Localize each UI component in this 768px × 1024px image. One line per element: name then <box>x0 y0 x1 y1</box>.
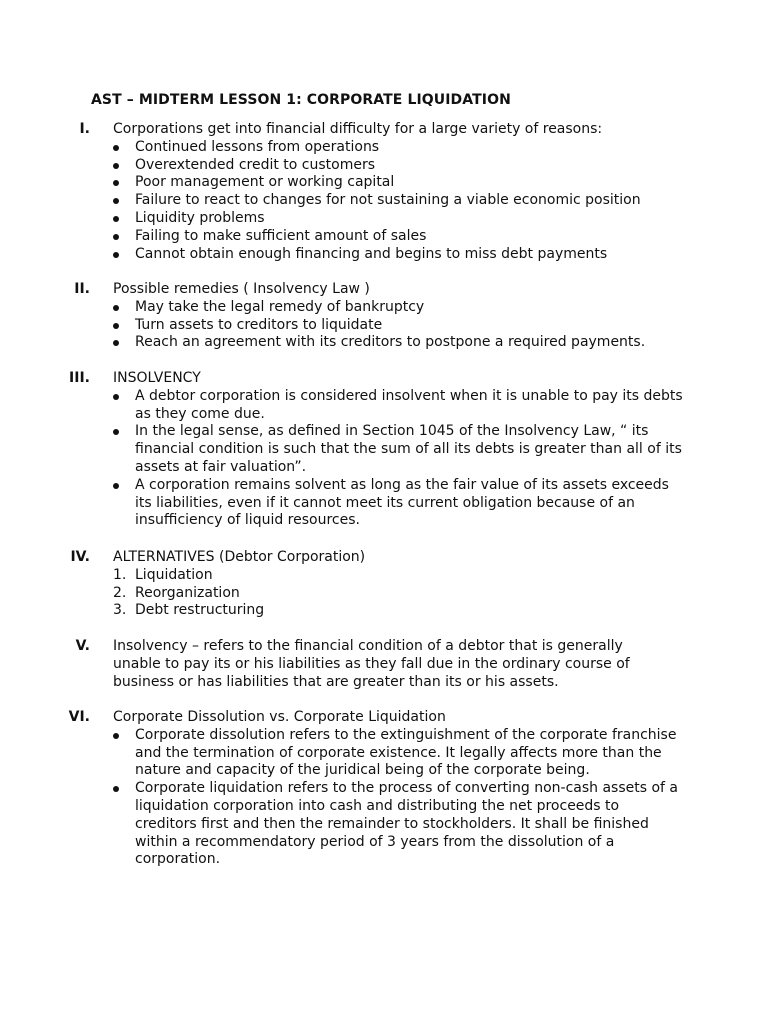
section-numeral: VI. <box>68 709 90 725</box>
list-item: 3. Debt restructuring <box>113 602 265 619</box>
section-numeral: IV. <box>70 549 90 565</box>
list-item: Overextended credit to customers <box>135 156 376 173</box>
list-number: 1. <box>113 566 127 583</box>
section-heading: Possible remedies ( Insolvency Law ) <box>113 281 370 297</box>
list-item: May take the legal remedy of bankruptcy <box>135 298 425 315</box>
list-item: 1. Liquidation <box>113 566 213 583</box>
list-item: Corporate dissolution refers to the extinguishment of the corporate franchise and the termination of corporate existence. It legally affects more than the nature and capacity of the juridical being of the corporate being. <box>135 726 677 779</box>
section-heading: INSOLVENCY <box>113 370 201 386</box>
section-heading: ALTERNATIVES (Debtor Corporation) <box>113 549 366 565</box>
bullet-list <box>113 727 683 869</box>
bullet-list <box>113 388 683 530</box>
list-item: 2. Reorganization <box>113 584 240 601</box>
list-item: Continued lessons from operations <box>135 138 380 155</box>
list-number: 3. <box>113 602 127 619</box>
list-item: Reach an agreement with its creditors to postpone a required payments. <box>135 334 646 351</box>
bullet-list <box>113 139 683 264</box>
list-item: Cannot obtain enough financing and begins to miss debt payments <box>135 245 608 262</box>
document-title: AST – MIDTERM LESSON 1: CORPORATE LIQUIDATION <box>91 92 511 108</box>
list-item: In the legal sense, as defined in Section 1045 of the Insolvency Law, “ its financial condition is such that the sum of all its debts is greater than all of its assets at fair valuation”. <box>135 423 682 475</box>
section-paragraph: Insolvency – refers to the financial condition of a debtor that is generally unable to pay its or his liabilities as they fall due in the ordinary course of business or has liabilities that are greater than its or his assets. <box>113 638 630 690</box>
numbered-list <box>113 567 683 620</box>
list-item: A debtor corporation is considered insolvent when it is unable to pay its debts as they come due. <box>135 387 683 422</box>
list-number: 2. <box>113 584 127 601</box>
list-item: Liquidity problems <box>135 209 265 226</box>
list-item: Poor management or working capital <box>135 174 395 191</box>
list-item: Failing to make sufficient amount of sales <box>135 227 427 244</box>
section-numeral: III. <box>69 370 90 386</box>
list-item: Failure to react to changes for not sustaining a viable economic position <box>135 192 641 209</box>
list-item: Corporate liquidation refers to the process of converting non-cash assets of a liquidation corporation into cash and distributing the net proceeds to creditors first and then the remainder to stockholders. It shall be finished within a recommendatory period of 3 years from the dissolution of a corporation. <box>135 780 678 868</box>
section-heading: Corporate Dissolution vs. Corporate Liquidation <box>113 709 446 725</box>
section-numeral: I. <box>79 121 90 137</box>
section-numeral: II. <box>74 281 90 297</box>
list-item: A corporation remains solvent as long as the fair value of its assets exceeds its liabilities, even if it cannot meet its current obligation because of an insufficiency of liquid resources. <box>135 476 669 529</box>
list-item: Turn assets to creditors to liquidate <box>135 316 383 333</box>
bullet-list <box>113 299 683 352</box>
section-heading: Corporations get into financial difficulty for a large variety of reasons: <box>113 121 603 137</box>
section-numeral: V. <box>75 638 90 654</box>
